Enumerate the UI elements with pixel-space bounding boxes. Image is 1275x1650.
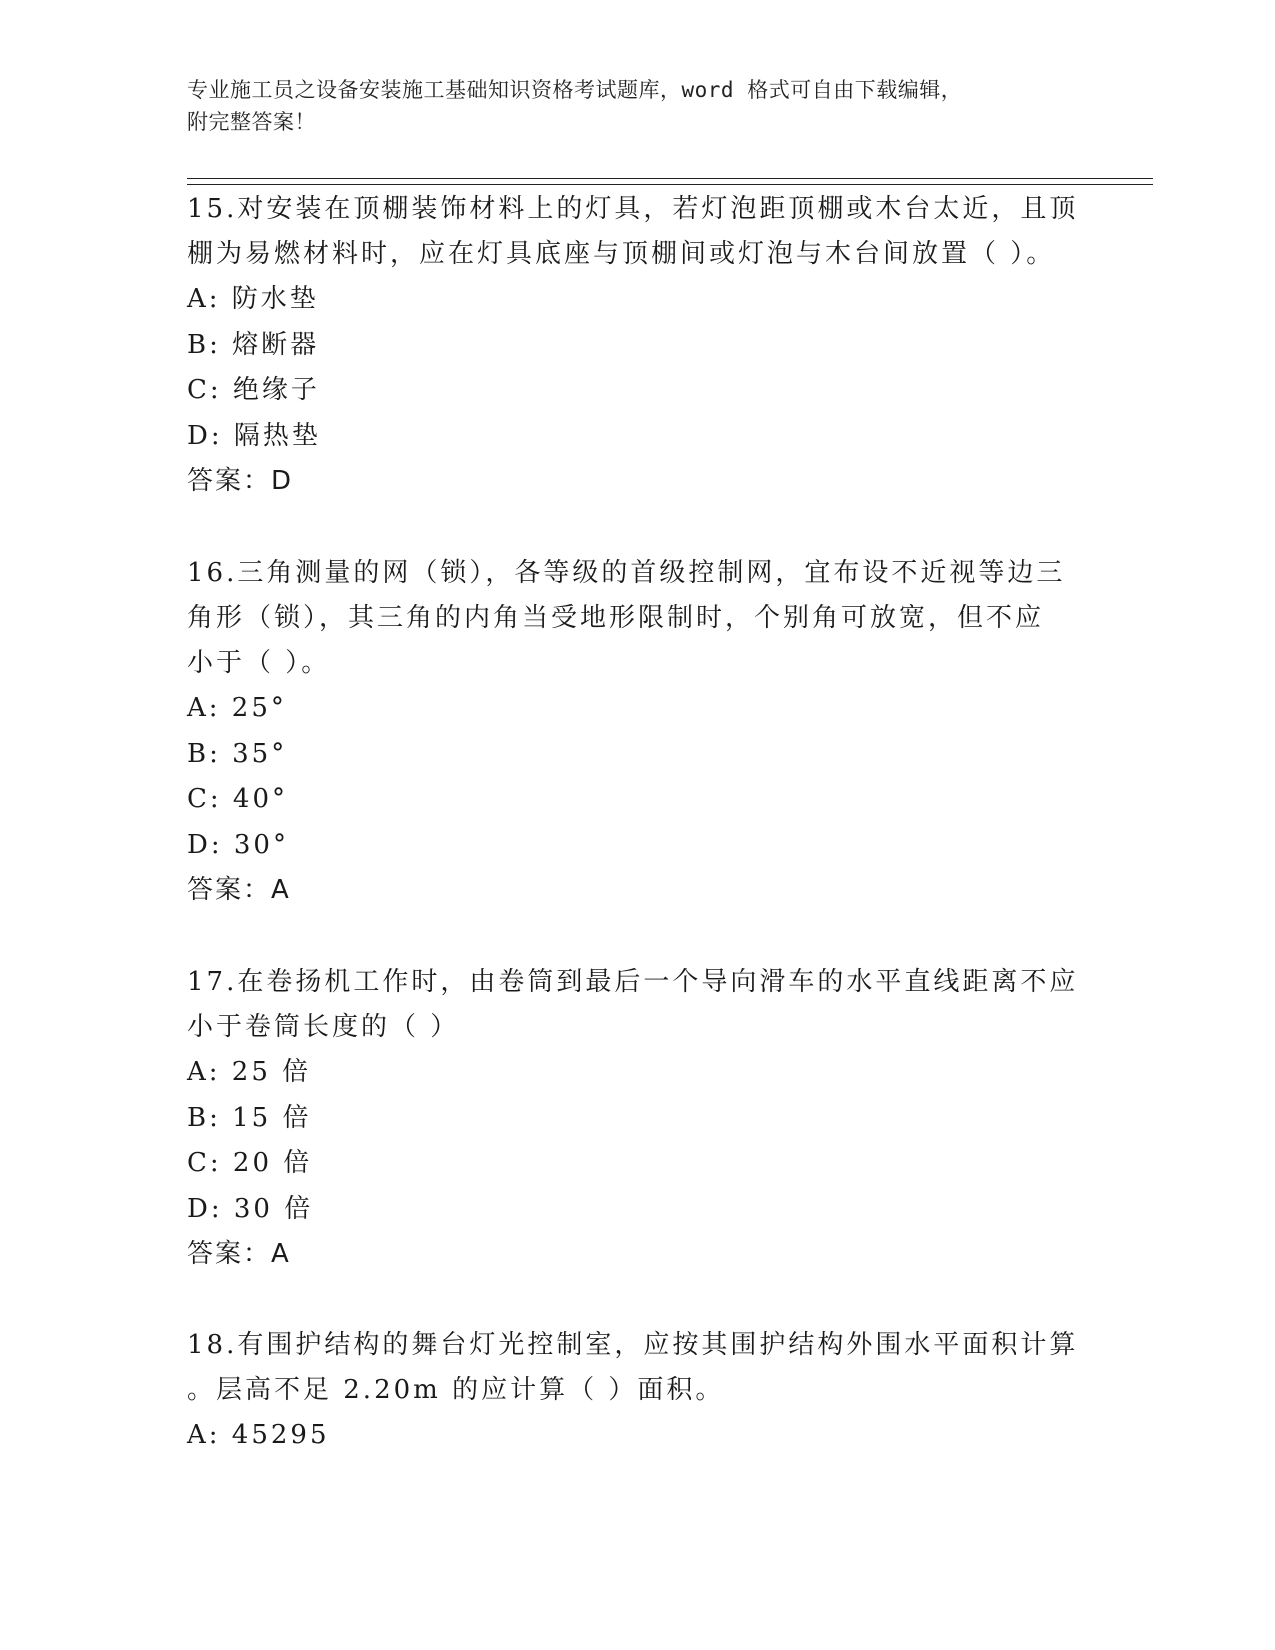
option-a: A: 防水垫 [187, 284, 319, 314]
header-divider-top [187, 178, 1153, 179]
option-a: A: 25 倍 [187, 1057, 312, 1087]
question-stem-line: 。层高不足 2.20m 的应计算（ ）面积。 [187, 1375, 725, 1405]
option-d: D: 隔热垫 [187, 420, 321, 451]
option-d: D: 30 倍 [187, 1193, 314, 1224]
question-stem-line: 角形（锁），其三角的内角当受地形限制时，个别角可放宽，但不应 [187, 603, 1045, 633]
question-stem-line: 17.在卷扬机工作时，由卷筒到最后一个导向滑车的水平直线距离不应 [187, 967, 1079, 997]
header-line-2: 附完整答案！ [187, 110, 316, 134]
option-c: C: 绝缘子 [187, 375, 320, 405]
option-c: C: 20 倍 [187, 1148, 313, 1178]
question-stem-line: 棚为易燃材料时，应在灯具底座与顶棚间或灯泡与木台间放置（ ）。 [187, 239, 1056, 269]
question-15 [187, 187, 1087, 504]
option-b: B: 15 倍 [187, 1102, 312, 1133]
document-header [187, 74, 1067, 138]
option-b: B: 熔断器 [187, 329, 320, 360]
header-divider-bottom [187, 184, 1153, 185]
question-stem-line: 小于（ ）。 [187, 648, 331, 678]
question-16 [187, 551, 1087, 913]
question-stem-line: 15.对安装在顶棚装饰材料上的灯具，若灯泡距顶棚或木台太近，且顶 [187, 194, 1079, 224]
option-a: A: 25° [187, 693, 287, 723]
answer-label: 答案：A [187, 875, 291, 905]
header-line-1: 专业施工员之设备安装施工基础知识资格考试题库，word 格式可自由下载编辑， [187, 78, 963, 102]
option-c: C: 40° [187, 784, 289, 814]
question-stem-line: 18.有围护结构的舞台灯光控制室，应按其围护结构外围水平面积计算 [187, 1330, 1079, 1360]
option-d: D: 30° [187, 829, 289, 860]
answer-label: 答案：A [187, 1239, 291, 1269]
question-18 [187, 1323, 1087, 1459]
option-a: A: 45295 [187, 1420, 330, 1450]
question-17 [187, 960, 1087, 1277]
option-b: B: 35° [187, 738, 288, 769]
question-stem-line: 16.三角测量的网（锁），各等级的首级控制网，宜布设不近视等边三 [187, 558, 1066, 588]
answer-label: 答案：D [187, 466, 294, 496]
question-stem-line: 小于卷筒长度的（ ） [187, 1012, 460, 1042]
